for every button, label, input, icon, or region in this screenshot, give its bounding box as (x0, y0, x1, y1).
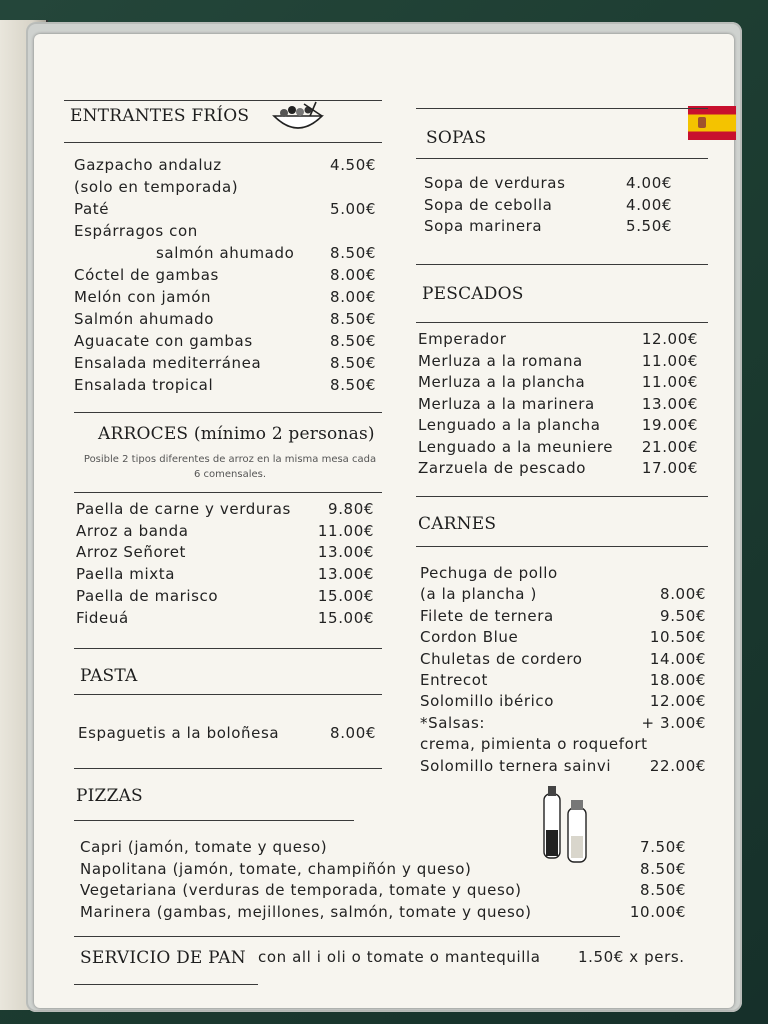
sopas-item-price: 4.00€ (626, 195, 672, 214)
sopas-item-name: Sopa marinera (424, 217, 543, 235)
sopas-item-price: 4.00€ (626, 174, 672, 192)
entrantes-item-name: Aguacate con gambas (74, 332, 253, 350)
pescados-item-price: 13.00€ (641, 394, 698, 413)
pizzas-item-name: Napolitana (jamón, tomate, champiñón y queso) (80, 859, 472, 878)
carnes-heading: CARNES (418, 514, 497, 534)
entrantes-item-name: (solo en temporada) (74, 178, 239, 196)
arroces-item-price: 15.00€ (317, 608, 374, 627)
pasta-item-price: 8.00€ (330, 724, 376, 742)
arroces-note: Posible 2 tipos diferentes de arroz en la misma mesa cada 6 comensales. (83, 454, 377, 480)
arroces-item-price: 15.00€ (317, 586, 374, 605)
spain-flag-icon (688, 106, 736, 140)
carnes-item-name: Solomillo ibérico (420, 692, 554, 711)
pescados-item-name: Emperador (418, 330, 507, 348)
arroces-item-name: Paella de carne y verduras (76, 500, 291, 518)
arroces-item-price: 13.00€ (317, 565, 374, 584)
carnes-item-name: (a la plancha ) (420, 585, 537, 604)
pan-heading: SERVICIO DE PAN (80, 948, 246, 968)
entrantes-item-name: Ensalada mediterránea (74, 354, 262, 372)
pizzas-heading: PIZZAS (76, 786, 143, 806)
pizzas-item-price: 7.50€ (640, 838, 686, 856)
entrantes-item-name: Cóctel de gambas (74, 266, 219, 284)
pan-description: con all i oli o tomate o mantequilla (258, 948, 541, 966)
sopas-item-name: Sopa de verduras (424, 174, 566, 192)
carnes-item-name: crema, pimienta o roquefort (420, 735, 648, 754)
arroces-item-price: 11.00€ (317, 521, 374, 540)
carnes-item-price: + 3.00€ (641, 713, 706, 732)
carnes-item-name: Chuletas de cordero (420, 649, 583, 668)
pescados-item-price: 11.00€ (641, 351, 698, 370)
menu-page (34, 34, 734, 1008)
entrantes-item-name: Salmón ahumado (74, 310, 215, 328)
entrantes-item-name: Espárragos con (74, 222, 198, 240)
entrantes-heading: ENTRANTES FRÍOS (70, 106, 250, 126)
pescados-item-name: Merluza a la romana (418, 351, 583, 370)
pescados-item-price: 11.00€ (641, 373, 698, 391)
entrantes-item-price: 5.00€ (330, 200, 376, 218)
entrantes-item-price: 8.50€ (330, 310, 376, 328)
pizzas-item-price: 8.50€ (640, 881, 686, 900)
carnes-item-name: Filete de ternera (420, 606, 554, 625)
entrantes-item-name: Paté (74, 200, 110, 218)
pescados-item-price: 12.00€ (641, 330, 698, 348)
entrantes-item-price: 8.50€ (330, 332, 376, 350)
pescados-item-name: Zarzuela de pescado (418, 459, 586, 477)
pasta-heading: PASTA (80, 666, 138, 686)
arroces-heading: ARROCES (mínimo 2 personas) (98, 424, 375, 444)
pescados-item-name: Merluza a la marinera (418, 394, 595, 413)
carnes-item-price: 22.00€ (649, 756, 706, 775)
pescados-item-price: 19.00€ (641, 416, 698, 434)
pescados-item-name: Lenguado a la meuniere (418, 437, 614, 456)
pizzas-item-name: Marinera (gambas, mejillones, salmón, tomate y queso) (80, 903, 532, 922)
entrantes-item-price: 8.50€ (330, 244, 376, 262)
entrantes-item-price: 8.00€ (330, 266, 376, 284)
pescados-item-price: 17.00€ (641, 459, 698, 477)
carnes-item-name: *Salsas: (420, 713, 486, 732)
pizzas-item-price: 8.50€ (640, 859, 686, 878)
entrantes-item-price: 8.00€ (330, 288, 376, 306)
entrantes-item-name: salmón ahumado (156, 244, 295, 262)
pizzas-item-price: 10.00€ (629, 903, 686, 922)
sopas-heading: SOPAS (426, 128, 487, 148)
carnes-item-price: 9.50€ (660, 606, 706, 625)
arroces-item-name: Paella mixta (76, 565, 176, 584)
pizzas-item-name: Capri (jamón, tomate y queso) (80, 838, 328, 856)
entrantes-item-price: 8.50€ (330, 354, 376, 372)
carnes-item-name: Cordon Blue (420, 628, 519, 647)
pescados-heading: PESCADOS (422, 284, 524, 304)
pescados-item-name: Merluza a la plancha (418, 373, 586, 391)
entrantes-item-name: Melón con jamón (74, 288, 212, 306)
arroces-item-price: 9.80€ (328, 500, 374, 518)
sopas-item-price: 5.50€ (626, 217, 672, 235)
salt-pepper-icon (538, 784, 594, 872)
arroces-item-name: Paella de marisco (76, 586, 219, 605)
arroces-item-name: Arroz Señoret (76, 543, 187, 562)
carnes-item-price: 12.00€ (649, 692, 706, 711)
pizzas-item-name: Vegetariana (verduras de temporada, tomate y queso) (80, 881, 522, 900)
carnes-item-name: Solomillo ternera sainvi (420, 756, 612, 775)
entrantes-item-name: Gazpacho andaluz (74, 156, 222, 174)
entrantes-item-name: Ensalada tropical (74, 376, 214, 394)
carnes-item-name: Pechuga de pollo (420, 564, 558, 582)
carnes-item-name: Entrecot (420, 671, 489, 689)
entrantes-item-price: 4.50€ (330, 156, 376, 174)
sopas-item-name: Sopa de cebolla (424, 195, 553, 214)
salad-bowl-icon (270, 100, 326, 138)
entrantes-item-price: 8.50€ (330, 376, 376, 394)
carnes-item-price: 8.00€ (660, 585, 706, 604)
pescados-item-name: Lenguado a la plancha (418, 416, 601, 434)
arroces-item-price: 13.00€ (317, 543, 374, 562)
pasta-item-name: Espaguetis a la boloñesa (78, 724, 280, 742)
pescados-item-price: 21.00€ (641, 437, 698, 456)
pan-price: 1.50€ x pers. (578, 948, 685, 966)
arroces-item-name: Arroz a banda (76, 521, 189, 540)
arroces-item-name: Fideuá (76, 608, 129, 627)
carnes-item-price: 14.00€ (649, 649, 706, 668)
carnes-item-price: 10.50€ (649, 628, 706, 647)
carnes-item-price: 18.00€ (649, 671, 706, 689)
